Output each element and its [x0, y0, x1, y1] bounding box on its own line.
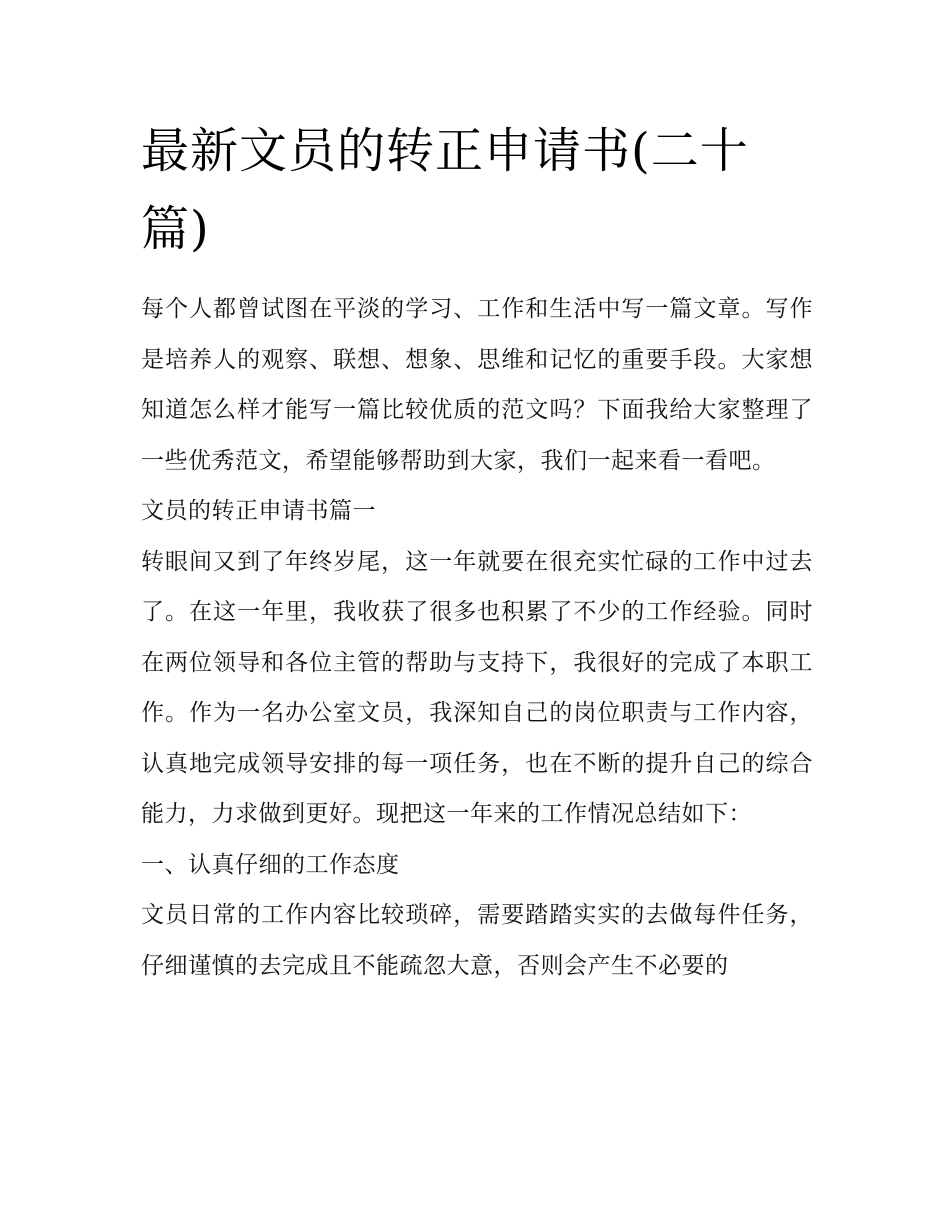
body-paragraph: 转眼间又到了年终岁尾，这一年就要在很充实忙碌的工作中过去了。在这一年里，我收获了很多也积累了不少的工作经验。同时在两位领导和各位主管的帮助与支持下，我很好的完成了本职工作。作为一名办公室文员，我深知自己的岗位职责与工作内容，认真地完成领导安排的每一项任务，也在不断的提升自己的综合能力，力求做到更好。现把这一年来的工作情况总结如下：: [141, 548, 813, 827]
section-heading: 文员的转正申请书篇一: [141, 498, 376, 524]
subsection-heading: 一、认真仔细的工作态度: [141, 851, 400, 878]
document-page: [141, 112, 813, 991]
intro-paragraph: 每个人都曾试图在平淡的学习、工作和生活中写一篇文章。写作是培养人的观察、联想、想象、思维和记忆的重要手段。大家想知道怎么样才能写一篇比较优质的范文吗？下面我给大家整理了一些优秀范文，希望能够帮助到大家，我们一起来看一看吧。: [141, 296, 813, 474]
document-body: [141, 284, 813, 991]
body-paragraph: 文员日常的工作内容比较琐碎，需要踏踏实实的去做每件任务，仔细谨慎的去完成且不能疏忽大意，否则会产生不必要的: [141, 902, 813, 979]
document-title: 最新文员的转正申请书(二十篇): [141, 123, 749, 257]
